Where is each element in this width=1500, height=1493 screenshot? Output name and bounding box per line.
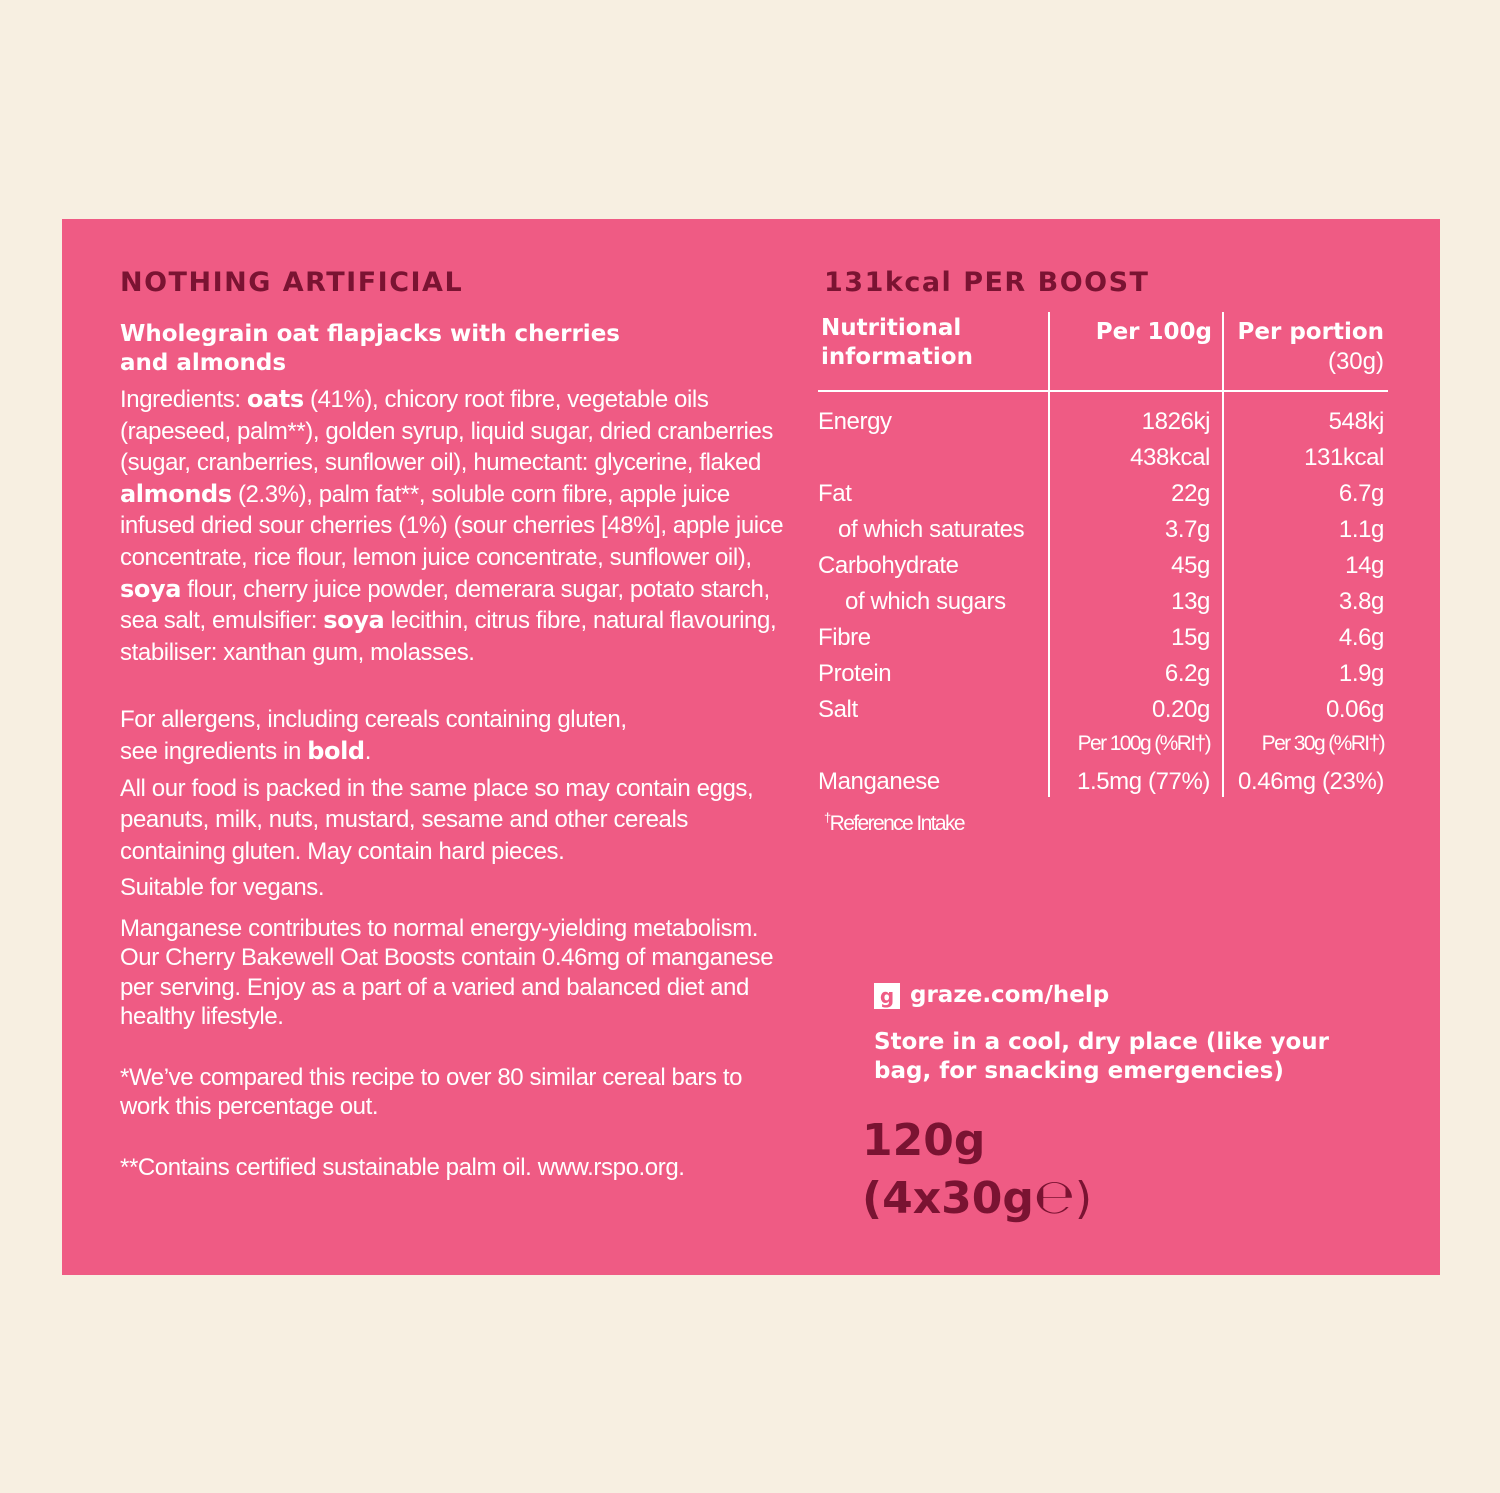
table-row xyxy=(818,408,1388,444)
col-header-per-portion xyxy=(1238,318,1384,376)
nutrient-label: Manganese xyxy=(818,768,940,795)
per-100g-value: 3.7g xyxy=(1164,516,1210,543)
nutrition-column xyxy=(818,267,1398,835)
table-header-rule xyxy=(818,390,1388,392)
allergen-bold-word: bold xyxy=(307,736,365,765)
table-row xyxy=(818,660,1388,696)
table-row xyxy=(818,516,1388,552)
allergen-ingredient: oats xyxy=(246,385,304,413)
manganese-claim: Manganese contributes to normal energy-yielding metabolism. Our Cherry Bakewell Oat Boosts contain 0.46mg of manganese per serving. Enjoy as a part of a varied and balanced diet and healthy lifestyle. xyxy=(120,914,774,1031)
dagger-mark: † xyxy=(824,810,830,825)
col-header-line-2: information xyxy=(821,344,973,370)
col-header-line-1: Nutritional xyxy=(821,315,962,341)
per-100g-value: 15g xyxy=(1171,624,1210,651)
graze-logo-icon: g xyxy=(874,983,900,1009)
nutrition-table xyxy=(818,312,1388,835)
vegan-note: Suitable for vegans. xyxy=(120,874,325,902)
per-portion-value: 4.6g xyxy=(1338,624,1384,651)
allergen-note xyxy=(120,704,790,767)
ingredient-text: (41%), chicory root fibre, vegetable oils (rapeseed, palm**), golden syrup, liquid sugar, dried cranberries (sugar, cranberries, sunflower oil), humectant: glycerine, flaked xyxy=(120,386,774,477)
help-link-row xyxy=(874,981,1434,1010)
nutrient-label: of which sugars xyxy=(845,588,1006,615)
nutrient-label: Protein xyxy=(818,660,892,687)
kcal-heading: 131kcal PER BOOST xyxy=(824,267,1150,298)
table-row xyxy=(818,696,1388,732)
allergen-period: . xyxy=(364,737,371,765)
per-portion-value: Per 30g (%RI†) xyxy=(1261,732,1384,755)
allergen-ingredient: soya xyxy=(323,606,385,635)
weight-total: 120g xyxy=(862,1115,986,1166)
estimated-sign-icon: ℮ xyxy=(1033,1169,1075,1225)
allergen-line-1: For allergens, including cereals containing gluten, xyxy=(120,706,627,734)
nothing-artificial-heading: NOTHING ARTIFICIAL xyxy=(120,267,464,298)
storage-instructions xyxy=(874,1028,1434,1086)
per-portion-value: 1.9g xyxy=(1338,660,1384,687)
ingredients-list xyxy=(120,384,790,668)
table-row xyxy=(818,444,1388,480)
per-100g-value: 22g xyxy=(1171,480,1210,507)
table-row xyxy=(818,732,1388,768)
per-portion-value: 6.7g xyxy=(1338,480,1384,507)
allergen-ingredient: almonds xyxy=(120,479,232,508)
product-subtitle xyxy=(120,320,790,378)
weight-breakdown xyxy=(862,1170,1092,1228)
help-url: graze.com/help xyxy=(910,982,1110,1008)
table-row xyxy=(818,588,1388,624)
table-row xyxy=(818,480,1388,516)
per-portion-line-2: (30g) xyxy=(1327,348,1384,375)
per-portion-value: 1.1g xyxy=(1338,516,1384,543)
nutrient-label: Fat xyxy=(818,480,852,507)
nutrient-label: Carbohydrate xyxy=(818,552,959,579)
ingredient-text: (2.3%), palm fat**, soluble corn fibre, apple juice infused dried sour cherries (1%) (sour cherries [48%], apple juice concentrate, rice flour, lemon juice concentrate, sunflower oil), xyxy=(120,480,784,571)
per-portion-value: 0.46mg (23%) xyxy=(1238,768,1384,795)
ingredient-text: flour, cherry juice powder, demerara sugar, potato starch, sea salt, emulsifier: xyxy=(120,575,770,635)
nutrient-label: Salt xyxy=(818,696,858,723)
per-portion-value: 131kcal xyxy=(1304,444,1384,471)
nutrition-panel xyxy=(62,219,1440,1275)
ingredient-text: lecithin, citrus fibre, natural flavouring, stabiliser: xanthan gum, molasses. xyxy=(120,607,777,666)
subtitle-line-2: and almonds xyxy=(120,350,287,376)
ingredient-text: Ingredients: xyxy=(120,386,247,413)
reference-intake-note xyxy=(824,810,964,836)
per-100g-value: 45g xyxy=(1171,552,1210,579)
per-portion-value: 548kj xyxy=(1328,408,1384,435)
allergen-line-2: see ingredients in xyxy=(120,737,308,765)
weight-portions: (4x30g xyxy=(862,1173,1034,1224)
per-100g-value: Per 100g (%RI†) xyxy=(1077,732,1210,755)
table-row xyxy=(818,552,1388,588)
footnote-comparison: *We’ve compared this recipe to over 80 similar cereal bars to work this percentage out. xyxy=(120,1063,743,1121)
ingredients-column xyxy=(120,267,790,1184)
per-100g-value: 1.5mg (77%) xyxy=(1077,768,1210,795)
table-row xyxy=(818,768,1388,804)
per-100g-value: 0.20g xyxy=(1151,696,1210,723)
packed-warning: All our food is packed in the same place so may contain eggs, peanuts, milk, nuts, mustard, sesame and other cereals containing gluten. May contain hard pieces. xyxy=(120,774,754,865)
storage-line-2: bag, for snacking emergencies) xyxy=(874,1058,1284,1084)
col-header-nutritional-info xyxy=(821,314,973,372)
allergen-ingredient: soya xyxy=(120,574,182,603)
per-portion-value: 3.8g xyxy=(1338,588,1384,615)
footnote-palm-oil: **Contains certified sustainable palm oil. www.rspo.org. xyxy=(120,1153,685,1181)
subtitle-line-1: Wholegrain oat flapjacks with cherries xyxy=(120,321,620,347)
table-row xyxy=(818,624,1388,660)
per-portion-line-1: Per portion xyxy=(1237,319,1384,345)
nutrient-label: Energy xyxy=(818,408,892,435)
contact-block xyxy=(874,981,1434,1086)
storage-line-1: Store in a cool, dry place (like your xyxy=(874,1029,1329,1055)
col-header-per-100g: Per 100g xyxy=(1095,319,1212,345)
weight-close-paren: ) xyxy=(1074,1173,1093,1224)
per-portion-value: 14g xyxy=(1345,552,1384,579)
per-100g-value: 6.2g xyxy=(1164,660,1210,687)
per-100g-value: 1826kj xyxy=(1141,408,1210,435)
per-100g-value: 438kcal xyxy=(1130,444,1210,471)
reference-intake-text: Reference Intake xyxy=(829,812,964,835)
per-100g-value: 13g xyxy=(1171,588,1210,615)
nutrient-label: of which saturates xyxy=(838,516,1025,543)
net-weight xyxy=(862,1112,1092,1228)
per-portion-value: 0.06g xyxy=(1325,696,1384,723)
nutrient-label: Fibre xyxy=(818,624,871,651)
